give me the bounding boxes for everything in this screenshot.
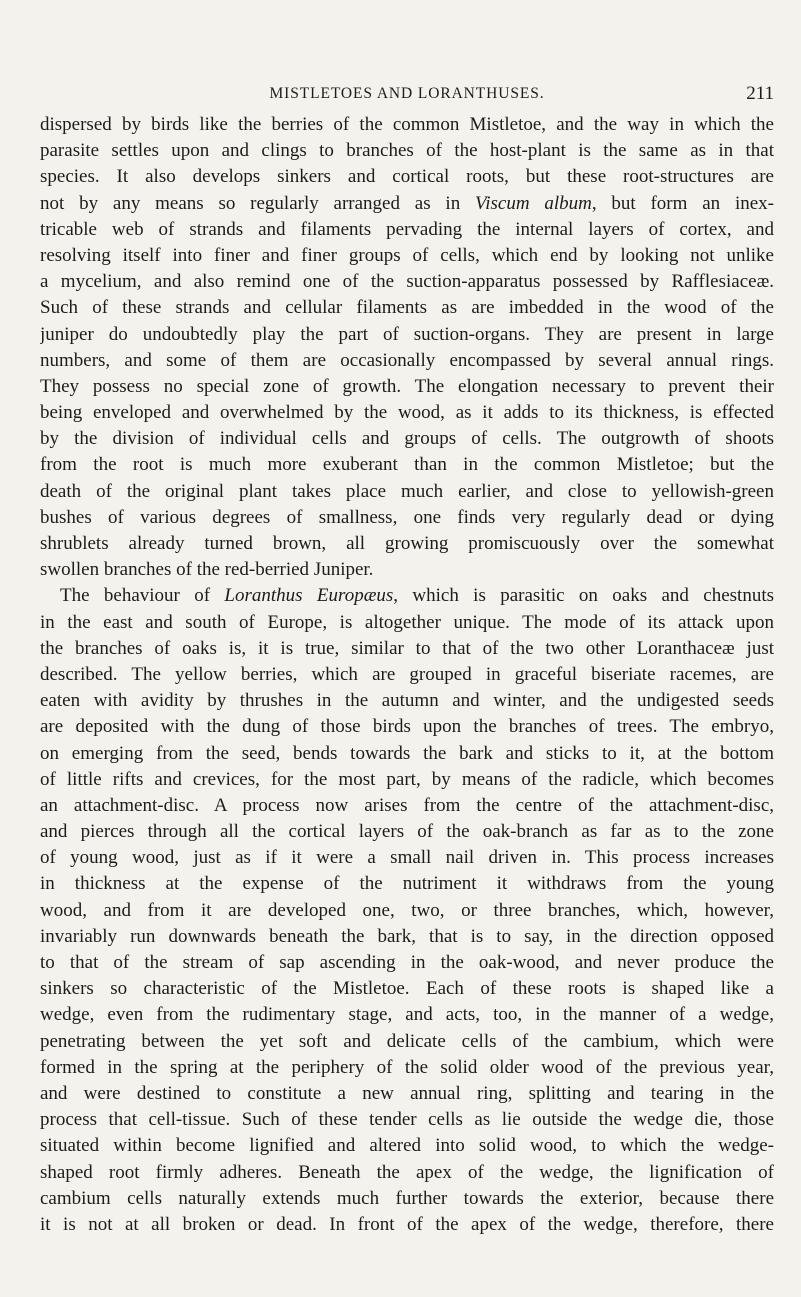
text-line: it is not at all broken or dead. In front of the apex of the wedge, therefore, there — [40, 1213, 774, 1235]
text-line: and were destined to constitute a new annual ring, splitting and tearing in the — [40, 1082, 774, 1104]
text-line: bushes of various degrees of smallness, one finds very regularly dead or dying — [40, 506, 774, 528]
text-line: penetrating between the yet soft and delicate cells of the cambium, which were — [40, 1030, 774, 1052]
text-line: juniper do undoubtedly play the part of suction-organs. They are present in large — [40, 323, 774, 345]
text-line: invariably run downwards beneath the bark, that is to say, in the direction opposed — [40, 925, 774, 947]
text-line: a mycelium, and also remind one of the suction-apparatus possessed by Rafflesiaceæ. — [40, 271, 774, 293]
text-line: sinkers so characteristic of the Mistletoe. Each of these roots is shaped like a — [40, 978, 774, 1000]
text-line: the branches of oaks is, it is true, similar to that of the two other Loranthaceæ just — [40, 637, 774, 659]
text-line: in the east and south of Europe, is altogether unique. The mode of its attack upon — [40, 611, 774, 633]
running-title: MISTLETOES AND LORANTHUSES. — [269, 85, 545, 102]
text-line: process that cell-tissue. Such of these tender cells as lie outside the wedge die, those — [40, 1109, 774, 1131]
text-line: wood, and from it are developed one, two, or three branches, which, however, — [40, 899, 774, 921]
text-line: wedge, even from the rudimentary stage, and acts, too, in the manner of a wedge, — [40, 1004, 774, 1026]
text-line: parasite settles upon and clings to branches of the host-plant is the same as in that — [40, 140, 774, 162]
species-name: Loranthus Europæus — [224, 585, 394, 607]
text-line: numbers, and some of them are occasionally encompassed by several annual rings. — [40, 349, 774, 371]
running-head — [40, 80, 774, 108]
text-line: on emerging from the seed, bends towards the bark and sticks to it, at the bottom — [40, 742, 774, 764]
text-line: The behaviour of Loranthus Europæus, which is parasitic on oaks and chestnuts — [60, 585, 774, 607]
text-line: shrublets already turned brown, all growing promiscuously over the somewhat — [40, 533, 774, 554]
text-line: of young wood, just as if it were a small nail driven in. This process increases — [40, 847, 774, 869]
body-text — [40, 112, 774, 1238]
text-line: to that of the stream of sap ascending in the oak-wood, and never produce the — [40, 952, 774, 973]
text-line: of little rifts and crevices, for the most part, by means of the radicle, which becomes — [40, 768, 774, 790]
text-line: death of the original plant takes place much earlier, and close to yellowish-green — [40, 480, 774, 502]
text-line: They possess no special zone of growth. The elongation necessary to prevent their — [40, 375, 774, 397]
text-line: described. The yellow berries, which are grouped in graceful biseriate racemes, are — [40, 663, 774, 685]
text-line: swollen branches of the red-berried Juniper. — [40, 559, 374, 581]
text-line: tricable web of strands and filaments pervading the internal layers of cortex, and — [40, 218, 774, 240]
text-line: situated within become lignified and altered into solid wood, to which the wedge- — [40, 1135, 774, 1157]
text-line: formed in the spring at the periphery of the solid older wood of the previous year, — [40, 1056, 774, 1078]
text-line: cambium cells naturally extends much further towards the exterior, because there — [40, 1187, 774, 1209]
page-number: 211 — [746, 83, 774, 104]
paragraph-2 — [40, 583, 774, 1238]
text-line: in thickness at the expense of the nutriment it withdraws from the young — [40, 873, 774, 895]
text-line: not by any means so regularly arranged as in Viscum album, but form an inex- — [40, 192, 774, 214]
text-line: eaten with avidity by thrushes in the autumn and winter, and the undigested seeds — [40, 690, 774, 712]
text-line: from the root is much more exuberant than in the common Mistletoe; but the — [40, 454, 774, 476]
paragraph-1 — [40, 112, 774, 583]
text-line: by the division of individual cells and groups of cells. The outgrowth of shoots — [40, 428, 774, 450]
text-line: resolving itself into finer and finer groups of cells, which end by looking not unlike — [40, 244, 774, 266]
text-line: species. It also develops sinkers and cortical roots, but these root-structures are — [40, 166, 774, 188]
text-line: being enveloped and overwhelmed by the wood, as it adds to its thickness, is effected — [40, 402, 774, 424]
text-line: shaped root firmly adheres. Beneath the apex of the wedge, the lignification of — [40, 1161, 774, 1183]
text-line: Such of these strands and cellular filaments as are imbedded in the wood of the — [40, 297, 774, 319]
text-line: and pierces through all the cortical layers of the oak-branch as far as to the zone — [40, 821, 774, 843]
text-line: an attachment-disc. A process now arises from the centre of the attachment-disc, — [40, 794, 774, 816]
text-line: are deposited with the dung of those birds upon the branches of trees. The embryo, — [40, 716, 774, 738]
text-line: dispersed by birds like the berries of the common Mistletoe, and the way in which the — [40, 114, 774, 135]
species-name: Viscum album — [475, 192, 592, 214]
